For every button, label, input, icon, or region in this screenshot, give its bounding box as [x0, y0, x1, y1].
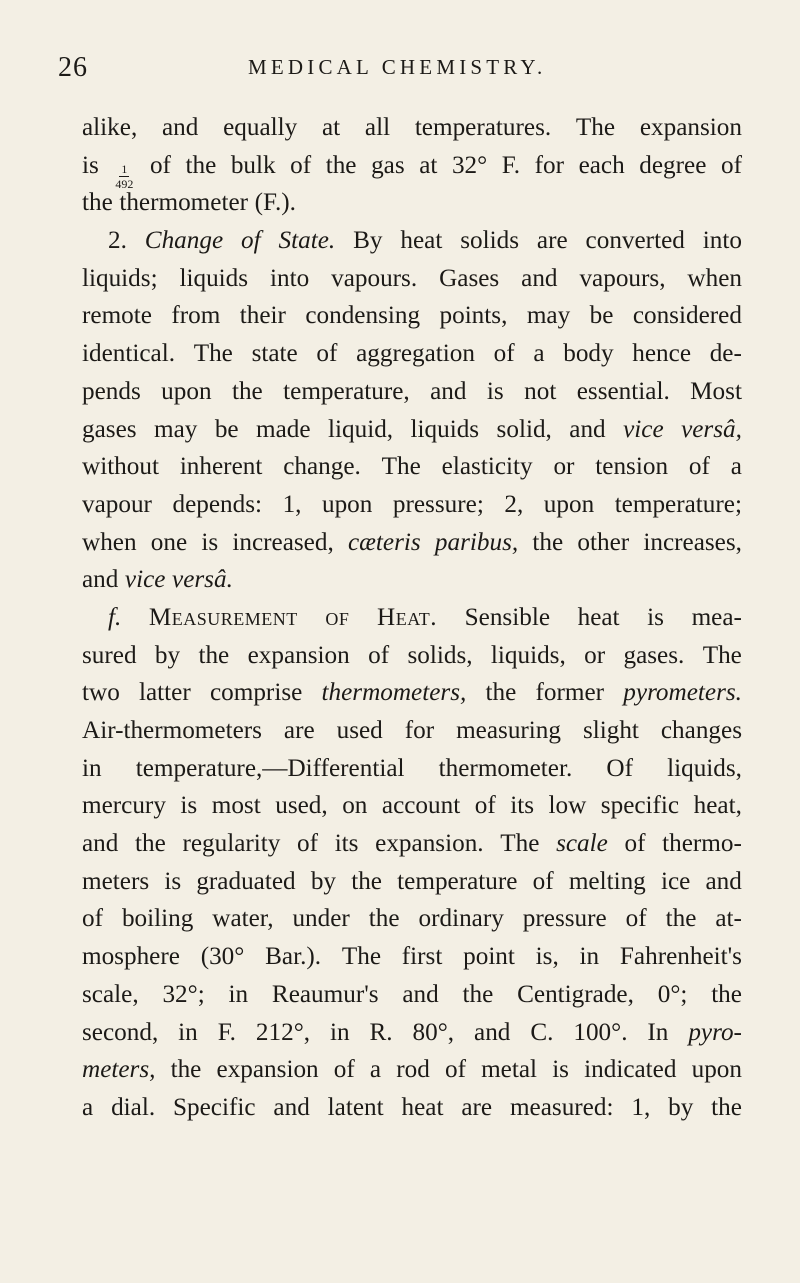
text-line	[82, 1056, 742, 1094]
word: liquids,	[667, 754, 742, 782]
word: is,	[535, 943, 559, 971]
word: first	[401, 943, 443, 971]
word: changes	[660, 717, 742, 744]
word: liquids	[179, 264, 249, 292]
word: and	[430, 377, 467, 405]
word: in	[178, 1018, 198, 1046]
word: and	[161, 114, 199, 141]
word: upon	[543, 490, 595, 518]
word: the	[711, 980, 742, 1008]
word: two	[82, 679, 120, 707]
word: by	[310, 867, 337, 895]
word: body	[563, 340, 614, 368]
word: 32°	[451, 151, 488, 179]
word: indicated	[584, 1056, 677, 1084]
word: 80°,	[412, 1018, 455, 1046]
text-line	[82, 905, 742, 943]
word: liquids;	[82, 264, 158, 292]
word: of	[316, 340, 338, 368]
word: 2,	[504, 490, 524, 518]
word: measuring	[456, 717, 561, 744]
word: at	[419, 151, 438, 179]
word: latter	[139, 679, 191, 707]
word: or	[553, 453, 575, 481]
running-title: MEDICAL CHEMISTRY.	[248, 55, 547, 79]
word: tension	[595, 453, 669, 481]
word: from	[171, 302, 221, 330]
word: F.	[217, 1018, 236, 1046]
word: and	[705, 867, 742, 895]
word: of	[241, 227, 261, 255]
word: Gases	[439, 264, 500, 292]
fraction-denominator: 492	[115, 176, 134, 191]
word: its	[510, 792, 535, 820]
word: thermometer.	[438, 754, 573, 782]
word: heat,	[693, 792, 742, 820]
word: hence	[632, 340, 692, 368]
word: The	[500, 830, 540, 858]
text-line	[82, 529, 742, 567]
word: cæteris	[347, 528, 421, 556]
word: at	[321, 114, 341, 141]
word: elasticity	[441, 453, 533, 481]
word: the	[325, 151, 357, 179]
word: be	[589, 302, 614, 330]
text-line	[82, 378, 742, 416]
word: Most	[690, 377, 742, 405]
word: expansion	[247, 641, 350, 669]
word: inherent	[179, 453, 263, 481]
word: a	[82, 1093, 94, 1121]
word: the	[532, 528, 564, 556]
word: of	[297, 830, 319, 858]
word: remote	[82, 302, 152, 330]
word: converted	[585, 227, 685, 255]
text-line	[82, 604, 742, 642]
word: into	[702, 227, 742, 255]
word: liquid,	[328, 415, 394, 443]
word: R.	[369, 1018, 393, 1046]
word: The	[193, 340, 233, 368]
text-line	[82, 491, 742, 529]
text-line	[82, 265, 742, 303]
word: without	[82, 453, 159, 481]
word: Air-thermometers	[82, 717, 262, 744]
word: and	[402, 980, 439, 1008]
word: identical.	[82, 340, 176, 368]
word: a	[730, 453, 742, 481]
word: the	[170, 1056, 202, 1084]
word: State.	[278, 227, 336, 255]
word: one	[150, 528, 188, 556]
text-line	[82, 1019, 742, 1057]
text-line	[82, 566, 742, 604]
word: and	[521, 264, 558, 292]
word: equally	[223, 114, 298, 141]
word: mosphere	[82, 943, 180, 971]
word: low	[548, 792, 587, 820]
word: 100°.	[573, 1018, 628, 1046]
word: of	[333, 1056, 355, 1084]
word: and	[82, 566, 119, 594]
word: vice	[623, 415, 664, 443]
word: for	[404, 717, 435, 744]
word: 1,	[631, 1093, 651, 1121]
word: meters	[82, 867, 150, 895]
word: and	[569, 415, 606, 443]
word: expansion	[639, 114, 742, 141]
word: specific	[600, 792, 680, 820]
word: of	[474, 792, 496, 820]
word: bulk	[230, 151, 276, 179]
page-number: 26	[58, 52, 88, 83]
word: The	[702, 641, 742, 669]
word: each	[578, 151, 625, 179]
word: vice	[124, 566, 166, 594]
word: a	[369, 1056, 382, 1084]
word: latent	[327, 1093, 384, 1121]
word: of	[688, 453, 710, 481]
word: and	[273, 1093, 310, 1121]
word: the	[485, 679, 517, 707]
word: ice	[660, 867, 691, 895]
word: a	[533, 340, 545, 368]
word: essential.	[576, 377, 670, 405]
word: its	[334, 830, 359, 858]
word: thermo-	[662, 830, 742, 858]
word: In	[647, 1018, 669, 1046]
word: may	[154, 415, 198, 443]
word: sured	[82, 641, 137, 669]
word: temperatures.	[414, 114, 552, 141]
word: ordinary	[418, 905, 504, 933]
word: Measurement	[148, 603, 298, 631]
word: of	[325, 603, 350, 631]
word: thermometer	[119, 189, 249, 217]
word: the	[198, 641, 230, 669]
word: pyro-	[688, 1018, 742, 1046]
word: under	[292, 905, 350, 933]
word: most	[211, 792, 261, 820]
word: for	[534, 151, 565, 179]
word: of	[624, 830, 646, 858]
line-prefix: f.	[108, 603, 122, 631]
word: regularity	[182, 830, 281, 858]
word: or	[584, 641, 606, 669]
line-prefix: 2.	[108, 227, 127, 255]
word: in	[329, 1018, 350, 1046]
word: in	[82, 754, 102, 782]
word: thermometers,	[321, 679, 467, 707]
word: temperature,—Differential	[135, 754, 405, 782]
word: F.	[501, 151, 521, 179]
word: metal	[481, 1056, 538, 1084]
word: upon	[691, 1056, 742, 1084]
word: Specific	[173, 1093, 256, 1121]
word: when	[82, 528, 137, 556]
word: temperature,	[283, 377, 410, 405]
word: mea-	[691, 603, 742, 631]
word: mercury	[82, 792, 166, 820]
word: of	[493, 340, 515, 368]
word: change.	[283, 453, 361, 481]
text-line	[82, 227, 742, 265]
body-text	[82, 114, 742, 1132]
word: versâ,	[681, 415, 742, 443]
word: measured:	[509, 1093, 614, 1121]
word: Heat.	[377, 603, 438, 631]
word: temperature;	[614, 490, 742, 518]
word: The	[381, 453, 421, 481]
word: (30°	[200, 943, 245, 971]
word: scale,	[82, 980, 139, 1008]
word: The	[575, 114, 616, 141]
word: depends:	[172, 490, 263, 518]
word: meters,	[82, 1056, 156, 1084]
word: of	[290, 151, 312, 179]
word: The	[341, 943, 382, 971]
text-line	[82, 152, 742, 190]
word: solids	[460, 227, 520, 255]
word: is	[647, 603, 664, 631]
word: water,	[212, 905, 274, 933]
word: upon	[321, 490, 373, 518]
text-line	[82, 717, 742, 755]
word: made	[256, 415, 311, 443]
word: solid,	[496, 415, 552, 443]
word: of	[720, 151, 742, 179]
word: point	[463, 943, 515, 971]
text-line	[82, 943, 742, 981]
word: of	[368, 641, 390, 669]
word: other	[577, 528, 630, 556]
word: alike,	[82, 114, 138, 141]
text-line	[82, 114, 742, 152]
word: state	[251, 340, 298, 368]
word: are	[461, 1093, 493, 1121]
word: in	[228, 980, 249, 1008]
word: considered	[632, 302, 742, 330]
word: boiling	[121, 905, 194, 933]
word: paribus,	[434, 528, 519, 556]
word: the	[135, 830, 166, 858]
text-line	[82, 755, 742, 793]
word: the	[711, 1093, 742, 1121]
word: the	[665, 905, 697, 933]
word: upon	[161, 377, 212, 405]
word: by	[668, 1093, 694, 1121]
running-head	[58, 52, 748, 86]
word: condensing	[305, 302, 421, 330]
word: rod	[396, 1056, 430, 1084]
word: slight	[582, 717, 639, 744]
text-line	[82, 453, 742, 491]
word: pressure	[522, 905, 607, 933]
word: pends	[82, 377, 141, 405]
word: Reaumur's	[271, 980, 379, 1008]
word: the	[351, 867, 382, 895]
text-line	[82, 830, 742, 868]
word: by	[154, 641, 181, 669]
text-line	[82, 679, 742, 717]
text-line	[82, 302, 742, 340]
word: versâ.	[172, 566, 233, 594]
word: vapours,	[579, 264, 666, 292]
word: on	[342, 792, 368, 820]
word: comprise	[209, 679, 303, 707]
word: expansion.	[375, 830, 484, 858]
word: of	[82, 905, 103, 933]
word: pressure;	[392, 490, 484, 518]
fraction-numerator: 1	[121, 161, 128, 176]
word: dial.	[111, 1093, 156, 1121]
word: melting	[568, 867, 646, 895]
word: Of	[606, 754, 633, 782]
word: points,	[439, 302, 508, 330]
fraction	[115, 163, 133, 190]
word: are	[536, 227, 568, 255]
word: 212°,	[255, 1018, 311, 1046]
word: is	[201, 528, 219, 556]
word: account	[381, 792, 461, 820]
word: pyrometers.	[623, 679, 742, 707]
word: liquids,	[490, 641, 566, 669]
word: in	[579, 943, 600, 971]
word: increased,	[232, 528, 334, 556]
word: former	[535, 679, 605, 707]
word: when	[687, 264, 742, 292]
word: 0°;	[657, 980, 688, 1008]
word: their	[239, 302, 286, 330]
text-line	[82, 792, 742, 830]
word: heat	[400, 227, 443, 255]
word: degree	[639, 151, 707, 179]
word: all	[364, 114, 391, 141]
text-line	[82, 642, 742, 680]
word: temperature	[397, 867, 518, 895]
word: second,	[82, 1018, 159, 1046]
word: expansion	[216, 1056, 319, 1084]
word: gases.	[623, 641, 685, 669]
word: Centigrade,	[517, 980, 634, 1008]
word: C.	[530, 1018, 554, 1046]
word: solids,	[407, 641, 473, 669]
word: 1,	[282, 490, 302, 518]
word: is	[552, 1056, 569, 1084]
word: vapours.	[331, 264, 418, 292]
word: is	[164, 867, 182, 895]
word: 32°;	[162, 980, 205, 1008]
word: scale	[556, 830, 608, 858]
text-line	[82, 981, 742, 1019]
word: be	[214, 415, 239, 443]
text-line	[82, 1094, 742, 1132]
word: of	[149, 151, 171, 179]
word: heat	[577, 603, 620, 631]
word: the	[462, 980, 494, 1008]
word: (F.).	[254, 189, 296, 217]
word: gases	[82, 415, 137, 443]
word: By	[353, 227, 383, 255]
word: and	[474, 1018, 511, 1046]
word: heat	[401, 1093, 444, 1121]
word: of	[444, 1056, 466, 1084]
word: used	[336, 717, 383, 744]
text-line	[82, 868, 742, 906]
word: may	[526, 302, 571, 330]
word: aggregation	[356, 340, 475, 368]
word: used,	[275, 792, 328, 820]
word: into	[270, 264, 310, 292]
text-line	[82, 340, 742, 378]
word: not	[524, 377, 557, 405]
word: de-	[709, 340, 742, 368]
word: the	[231, 377, 263, 405]
word: the	[185, 151, 217, 179]
word: graduated	[196, 867, 296, 895]
word: Change	[144, 227, 224, 255]
word: gas	[371, 151, 405, 179]
word: the	[82, 189, 113, 217]
text-line	[82, 416, 742, 454]
word: is	[486, 377, 504, 405]
word: and	[82, 830, 119, 858]
word: vapour	[82, 490, 152, 518]
word: of	[625, 905, 647, 933]
word: increases,	[643, 528, 742, 556]
word: is	[180, 792, 198, 820]
word: Sensible	[464, 603, 550, 631]
word: are	[283, 717, 315, 744]
line-prefix: is	[82, 151, 99, 179]
word: Fahrenheit's	[619, 943, 742, 971]
word: liquids	[410, 415, 480, 443]
word: Bar.).	[265, 943, 322, 971]
word: at-	[715, 905, 742, 933]
text-line	[82, 189, 742, 227]
word: the	[368, 905, 400, 933]
word: of	[532, 867, 554, 895]
